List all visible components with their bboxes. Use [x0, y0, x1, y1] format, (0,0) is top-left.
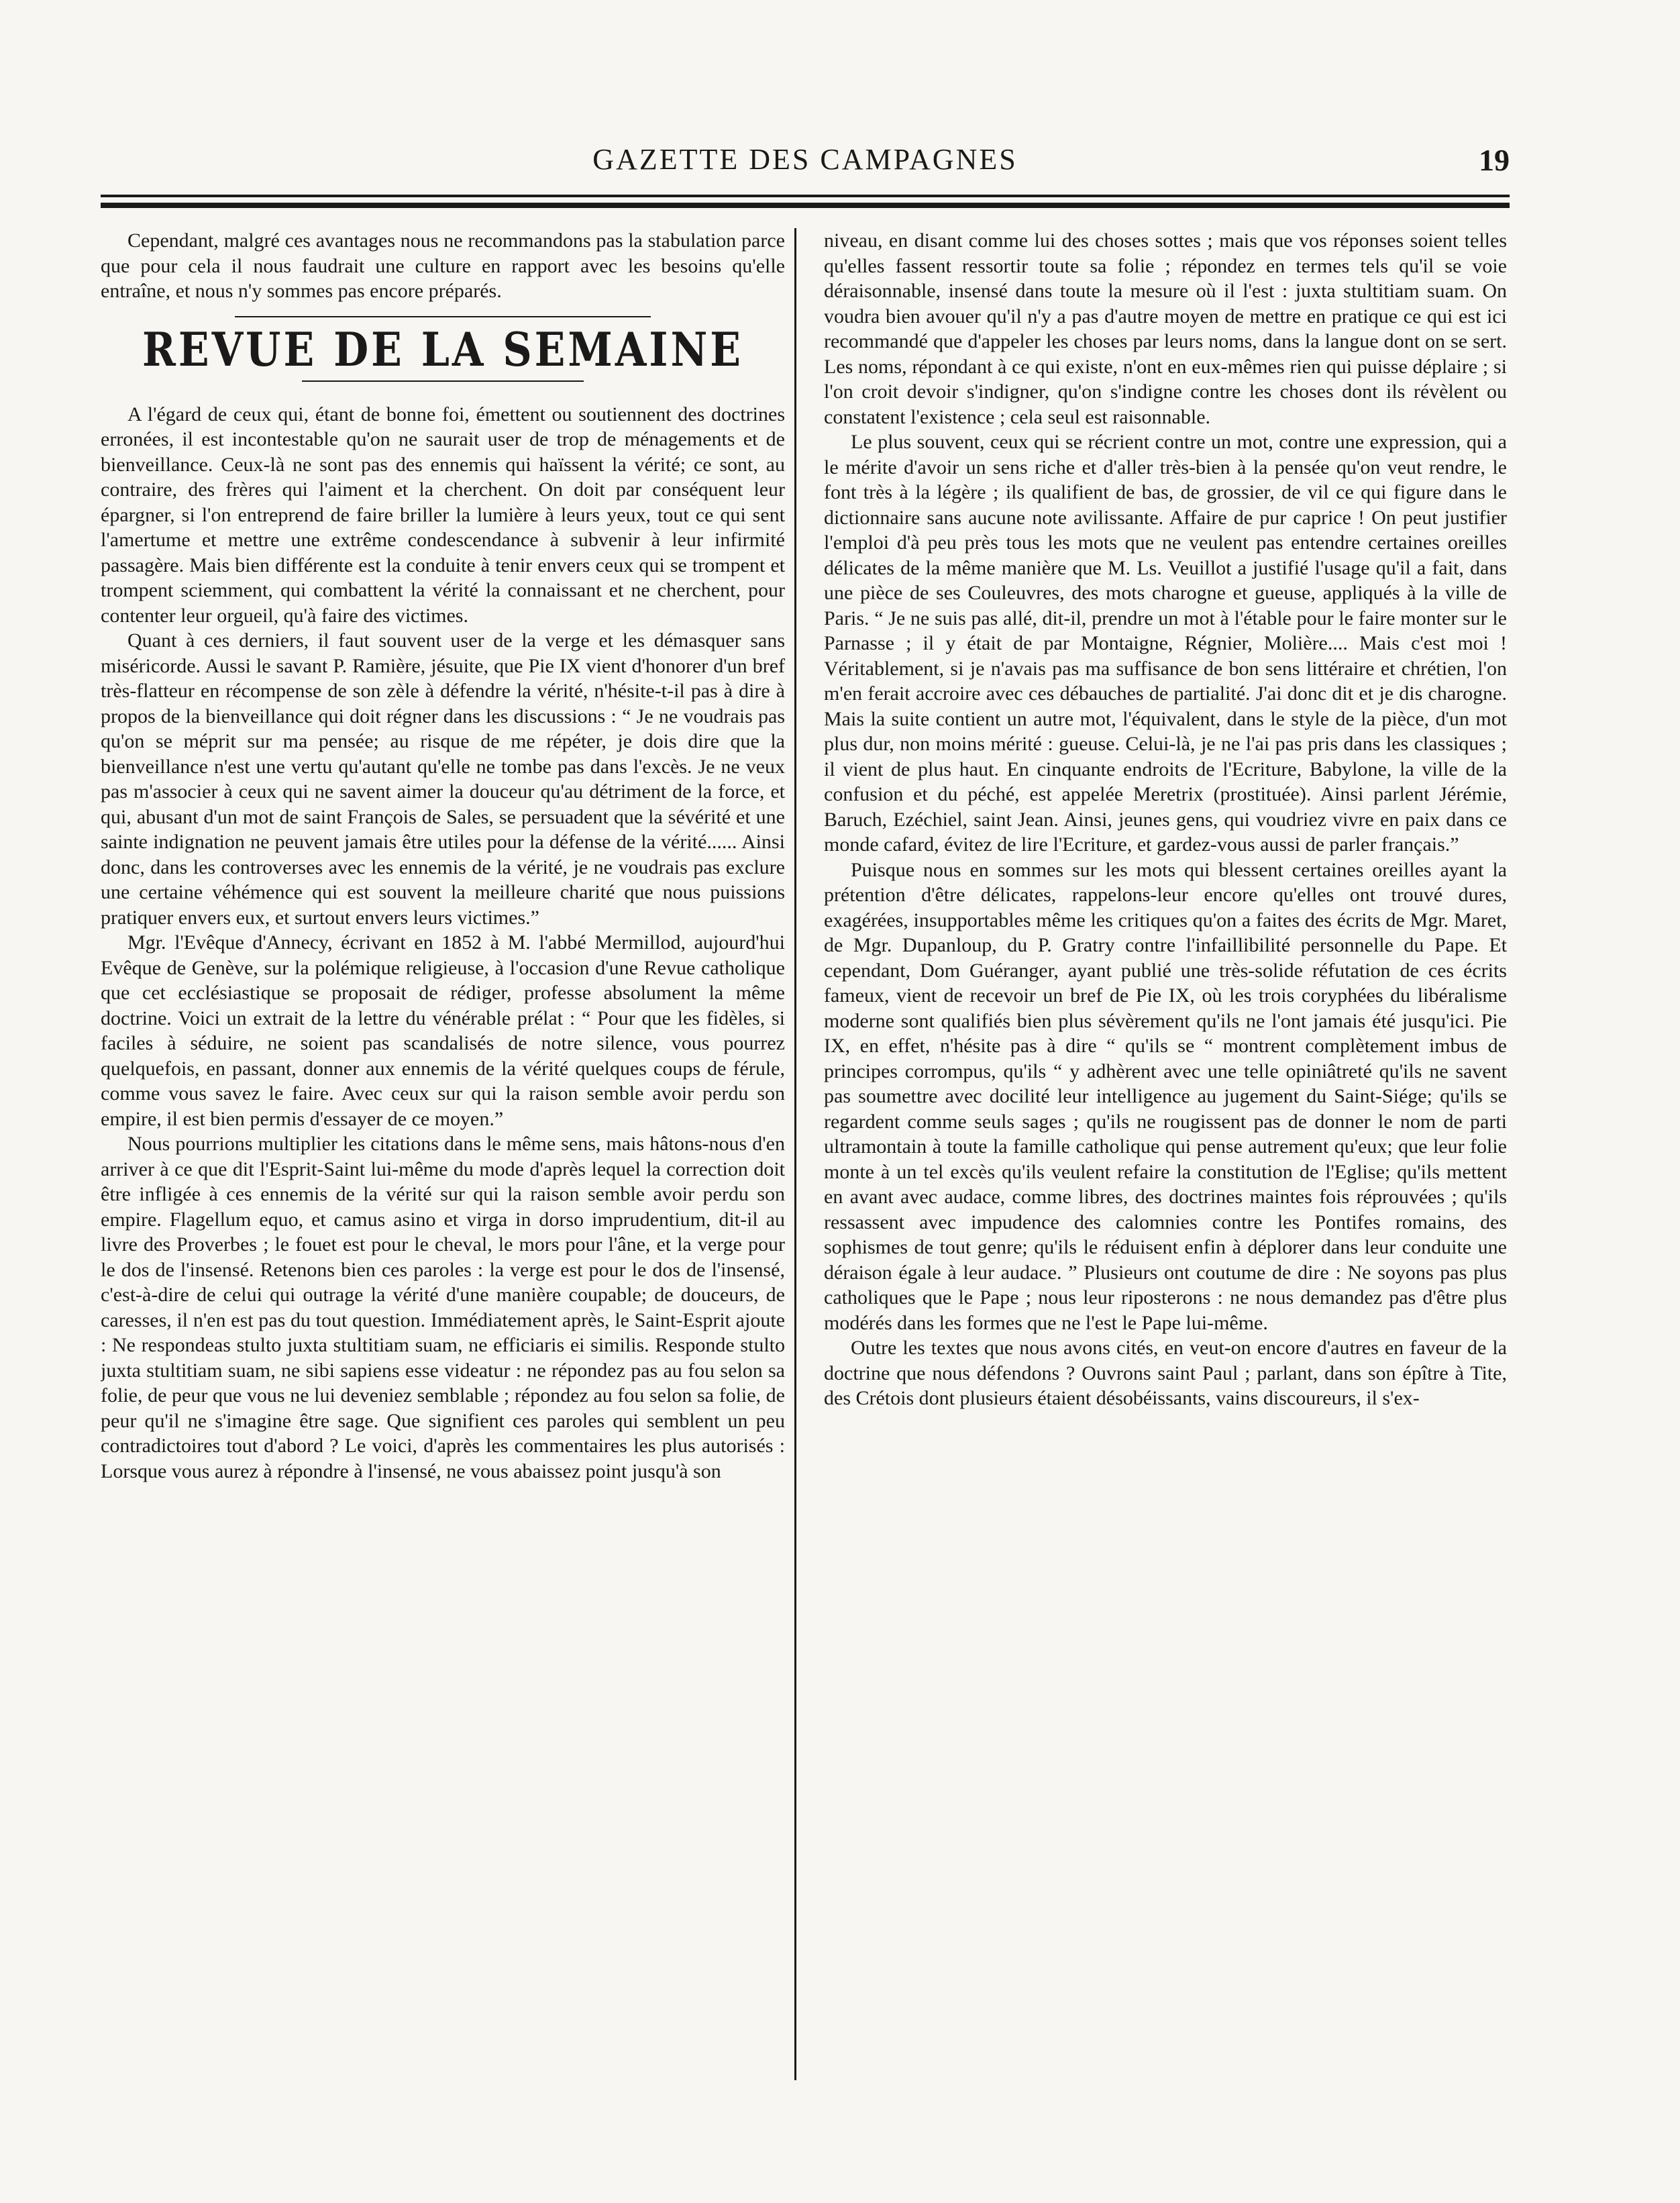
header-rule-thin: [101, 195, 1510, 197]
paragraph: Nous pourrions multiplier les citations dans le même sens, mais hâtons-nous d'en arriver à ce que dit l'Esprit-Saint lui-même du mode d'après lequel la correction doit être infligée à ces ennemis de la vérité sur qui la raison semble avoir perdu son empire. Flagellum equo, et camus asino et virga in dorso imprudentium, dit-il au livre des Proverbes ; le fouet est pour le cheval, le mors pour l'âne, et la verge pour le dos de l'insensé. Retenons bien ces paroles : la verge est pour le dos de l'insensé, c'est-à-dire de celui qui outrage la vérité d'une manière coupable; de douceurs, de caresses, il n'en est pas du tout question. Immédiatement après, le Saint-Esprit ajoute : Ne respondeas stulto juxta stultitiam suam, ne efficiaris ei similis. Responde stulto juxta stultitiam suam, ne sibi sapiens esse videatur : ne répondez pas au fou selon sa folie, de peur que vous ne lui deveniez semblable ; répondez au fou selon sa folie, de peur qu'il ne s'imagine être sage. Que signifient ces paroles qui semblent un peu contradictoires tout d'abord ? Le voici, d'après les commentaires les plus autorisés : Lorsque vous aurez à répondre à l'insensé, ne vous abaissez point jusqu'à son: [101, 1133, 785, 1482]
section-divider: [235, 316, 651, 317]
paragraph: Le plus souvent, ceux qui se récrient contre un mot, contre une expression, qui a le mérite d'avoir un sens riche et d'aller très-bien à la pensée qu'on veut rendre, le font très à la légère ; ils qualifient de bas, de grossier, de vil ce qui figure dans le dictionnaire sans aucune note avilissante. Affaire de pur caprice ! On peut justifier l'emploi d'à peu près tous les mots que ne veulent pas entendre certaines oreilles délicates de la même manière que M. Ls. Veuillot a justifié l'usage qu'il a fait, dans une pièce de ses Couleuvres, des mots charogne et gueuse, appliqués à la ville de Paris. “ Je ne suis pas allé, dit-il, prendre un mot à l'étable pour le faire monter sur le Parnasse ; il y était de par Montaigne, Régnier, Molière.... Mais c'est moi ! Véritablement, si je n'avais pas ma suffisance de bon sens littéraire et chrétien, l'on m'en ferait accroire avec ces débauches de partialité. J'ai donc dit et je dis charogne. Mais la suite contient un autre mot, l'équivalent, dans le style de la pièce, d'un mot plus dur, non moins mérité : gueuse. Celui-là, je ne l'ai pas pris dans les classiques ; il vient de plus haut. En cinquante endroits de l'Ecriture, Babylone, la ville de la confusion et du péché, est appelée Meretrix (prostituée). Ainsi parlent Jérémie, Baruch, Ezéchiel, saint Jean. Ainsi, jeunes gens, qui voudriez vivre en paix dans ce monde cafard, évitez de lire l'Ecriture, et gardez-vous aussi de parler français.”: [824, 431, 1507, 856]
paragraph: A l'égard de ceux qui, étant de bonne foi, émettent ou soutiennent des doctrines erronées, il est incontestable qu'on ne saurait user de trop de ménagements et de bienveillance. Ceux-là ne sont pas des ennemis qui haïssent la vérité; ce sont, au contraire, des frères qui l'aiment et la cherchent. On doit par conséquent leur épargner, si l'on entreprend de faire briller la lumière à leurs yeux, tout ce qui sent l'amertume et mettre une extrême condescendance à subvenir à leur infirmité passagère. Mais bien différente est la conduite à tenir envers ceux qui se trompent et trompent sciemment, qui combattent la vérité la connaissant et ne cherchent, pour contenter leur orgueil, qu'à faire des victimes.: [101, 403, 785, 627]
newspaper-title: GAZETTE DES CAMPAGNES: [592, 143, 1018, 176]
paragraph: niveau, en disant comme lui des choses sottes ; mais que vos réponses soient telles qu'elles fassent ressortir toute sa folie ; répondez en termes tels qu'il se voie déraisonnable, insensé dans toute la mesure où il l'est : juxta stultitiam suam. On voudra bien avouer qu'il n'y a pas d'autre moyen de mettre en pratique ce qui est ici recommandé que d'appeler les choses par leurs noms, dans la langue dont on se sert. Les noms, répondant à ce qui existe, n'ont en eux-mêmes rien qui puisse déplaire ; si l'on croit devoir s'indigner, qu'on s'indigne contre les choses dont ils révèlent ou constatent l'existence ; cela seul est raisonnable.: [824, 229, 1507, 428]
paragraph: Quant à ces derniers, il faut souvent user de la verge et les démasquer sans miséricorde. Aussi le savant P. Ramière, jésuite, que Pie IX vient d'honorer d'un bref très-flatteur en récompense de son zèle à défendre la vérité, n'hésite-t-il pas à dire à propos de la bienveillance qui doit régner dans les discussions : “ Je ne voudrais pas qu'on se méprit sur ma pensée; au risque de me répéter, je dois dire que la bienveillance n'est une vertu qu'autant qu'elle ne tombe pas dans l'excès. Je ne veux pas m'associer à ceux qui ne savent aimer la douceur qu'au détriment de la force, et qui, abusant d'un mot de saint François de Sales, se persuadent que la sévérité et une sainte indignation ne peuvent jamais être utiles pour la défense de la vérité...... Ainsi donc, dans les controverses avec les ennemis de la vérité, je ne voudrais pas exclure une certaine véhémence qui est souvent la meilleure charité que nous puissions pratiquer envers eux, et surtout envers leurs victimes.”: [101, 629, 785, 929]
section-title: REVUE DE LA SEMAINE: [142, 323, 744, 377]
paragraph: Outre les textes que nous avons cités, en veut-on encore d'autres en faveur de la doctrine que nous défendons ? Ouvrons saint Paul ; parlant, dans son épître à Tite, des Crétois dont plusieurs étaient désobéissants, vains discoureurs, il s'ex-: [824, 1337, 1507, 1409]
paragraph: Puisque nous en sommes sur les mots qui blessent certaines oreilles ayant la prétention d'être délicates, rappelons-leur encore qu'elles ont trouvé dures, exagérées, insupportables même les critiques qu'on a faites des écrits de Mgr. Maret, de Mgr. Dupanloup, du P. Gratry contre l'infaillibilité personnelle du Pape. Et cependant, Dom Guéranger, ayant publié une très-solide réfutation de ces écrits fameux, vient de recevoir un bref de Pie IX, où les trois coryphées du libéralisme moderne sont qualifiés bien plus sévèrement qu'ils ne l'ont jamais été jusqu'ici. Pie IX, en effet, n'hésite pas à dire “ qu'ils se “ montrent complètement imbus de principes corrompus, qu'ils “ y adhèrent avec une telle opiniâtreté qu'ils ne savent pas soumettre avec docilité leur intelligence au jugement du Saint-Siége; qu'ils se regardent comme seuls sages ; qu'ils ne rougissent pas de donner le nom de parti ultramontain à toute la famille catholique qui pense autrement qu'eux; que leur folie monte à un tel excès qu'ils veulent refaire la constitution de l'Eglise; qu'ils mettent en avant avec audace, comme libres, des doctrines maintes fois réprouvées ; qu'ils ressassent avec impudence des calomnies contre les Pontifes romains, des sophismes de tout genre; qu'ils le réduisent enfin à déplorer dans leur conduite une déraison égale à leur audace. ” Plusieurs ont coutume de dire : Ne soyons pas plus catholiques que le Pape ; nous leur riposterons : ne nous demandez pas d'être plus modérés dans les formes que ne l'est le Pape lui-même.: [824, 858, 1507, 1334]
section-title-underline: [302, 380, 584, 382]
header-rule-thick: [101, 203, 1510, 208]
page-header: [101, 142, 1510, 183]
page-number: 19: [1479, 143, 1510, 177]
paragraph: Cependant, malgré ces avantages nous ne recommandons pas la stabulation parce que pour cela il nous faudrait une culture en rapport avec les besoins qu'elle entraîne, et nous n'y sommes pas encore préparés.: [101, 229, 785, 302]
column-divider: [794, 228, 796, 2080]
right-column: [824, 228, 1507, 2080]
paragraph: Mgr. l'Evêque d'Annecy, écrivant en 1852 à M. l'abbé Mermillod, aujourd'hui Evêque de Genève, sur la polémique religieuse, à l'occasion d'une Revue catholique que cet ecclésiastique se proposait de rédiger, professe absolument la même doctrine. Voici un extrait de la lettre du vénérable prélat : “ Pour que les fidèles, si faciles à séduire, ne soient pas scandalisés de notre silence, vous pourrez quelquefois, en passant, donner aux ennemis de la vérité quelques coups de férule, comme vous savez le faire. Avec ceux sur qui la raison semble avoir perdu son empire, il est bien permis d'essayer de ce moyen.”: [101, 931, 785, 1130]
left-column: [101, 228, 785, 2080]
